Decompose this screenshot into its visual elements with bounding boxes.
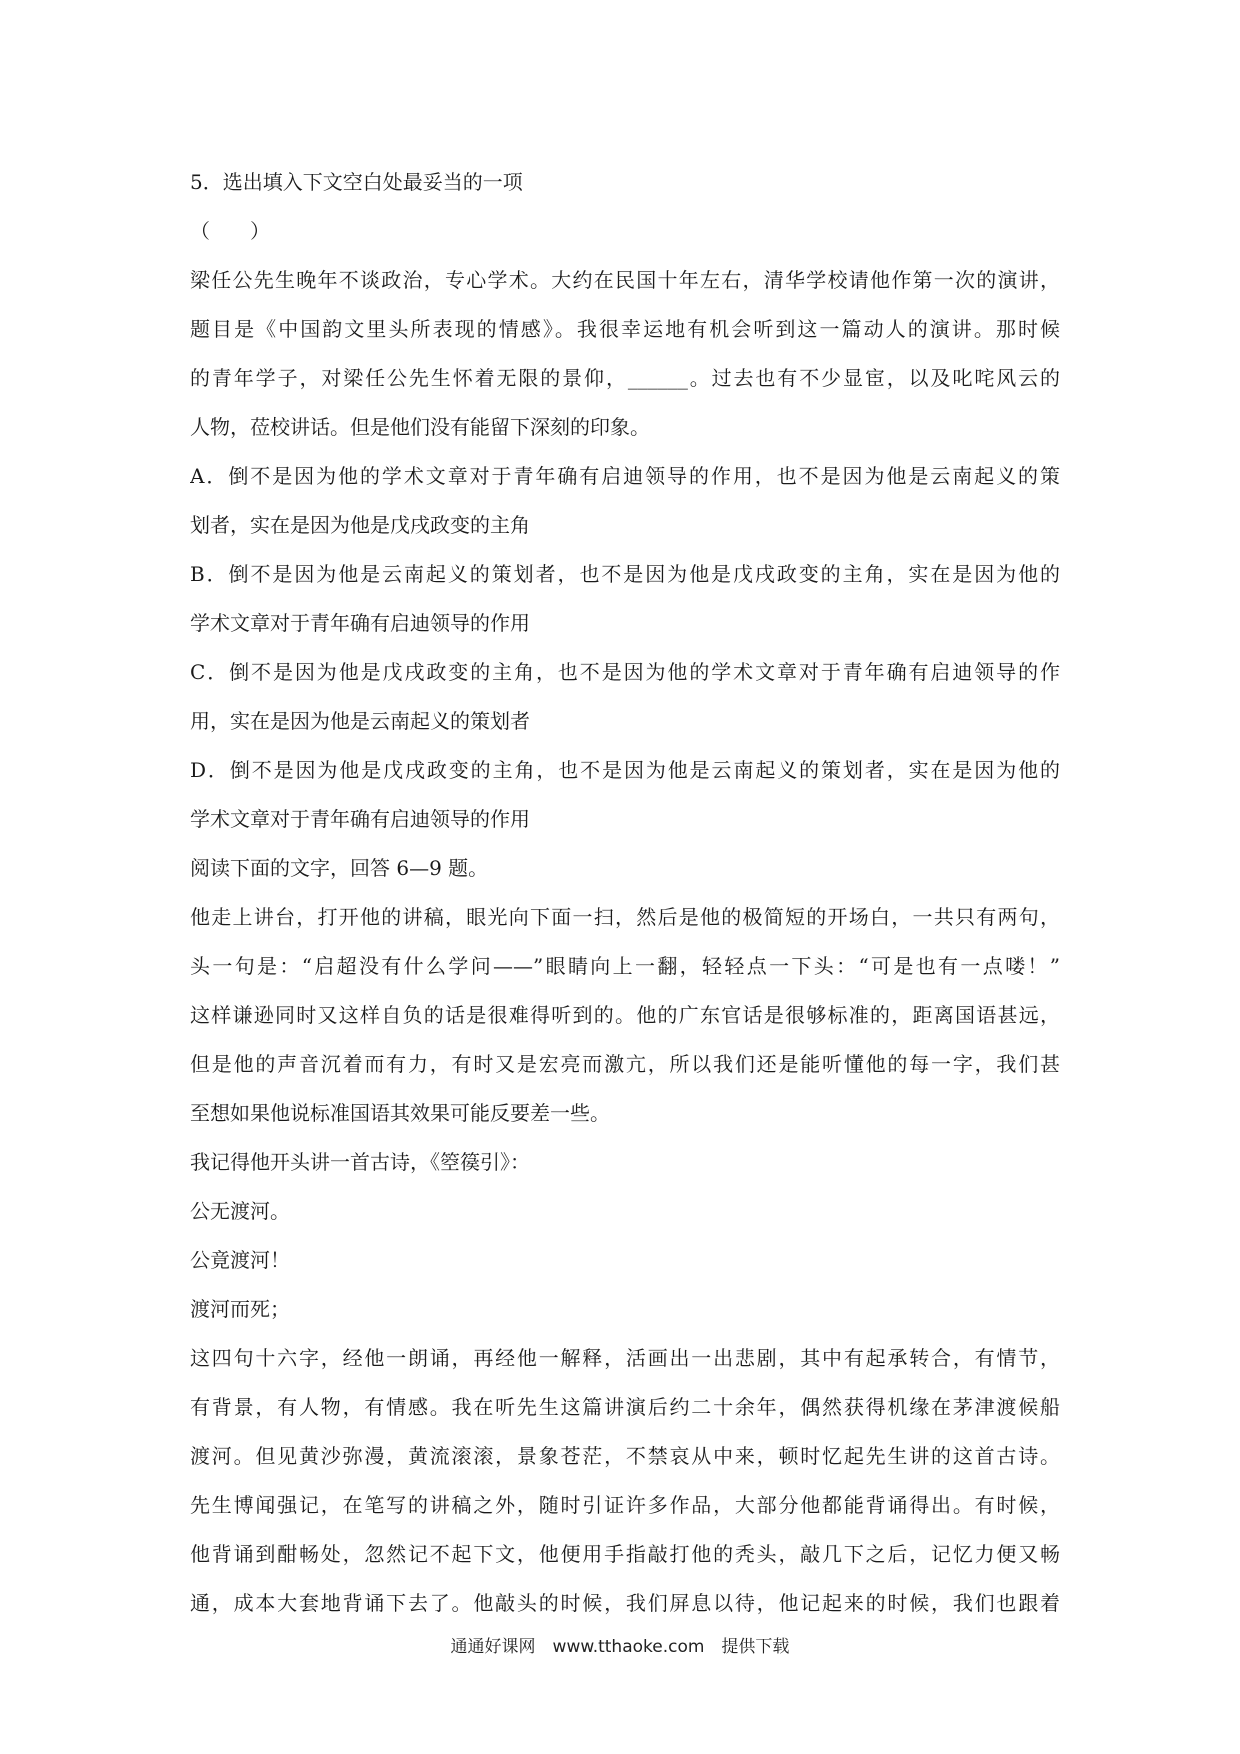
page-content [190,158,1060,1628]
option-a: A．倒不是因为他的学术文章对于青年确有启迪领导的作用，也不是因为他是云南起义的策 [190,464,1060,488]
poem-intro: 我记得他开头讲一首古诗，《箜篌引》： [190,1150,530,1174]
paragraph1-line: 头一句是：“启超没有什么学问——”眼睛向上一翻，轻轻点一下头：“可是也有一点喽！” [190,954,1060,978]
paragraph2-line: 通，成本大套地背诵下去了。他敲头的时候，我们屏息以待，他记起来的时候，我们也跟着 [190,1591,1060,1615]
option-b-cont: 学术文章对于青年确有启迪领导的作用 [190,611,530,635]
paragraph1-line: 但是他的声音沉着而有力，有时又是宏亮而激亢，所以我们还是能听懂他的每一字，我们甚 [190,1052,1060,1076]
passage-line: 梁任公先生晚年不谈政治，专心学术。大约在民国十年左右，清华学校请他作第一次的演讲， [190,268,1060,292]
option-b: B．倒不是因为他是云南起义的策划者，也不是因为他是戊戌政变的主角，实在是因为他的 [190,562,1060,586]
passage-line: 的青年学子，对梁任公先生怀着无限的景仰，______。过去也有不少显宦，以及叱咤风云的 [190,366,1060,390]
option-c: C．倒不是因为他是戊戌政变的主角，也不是因为他的学术文章对于青年确有启迪领导的作 [190,660,1060,684]
passage-line: 人物，莅校讲话。但是他们没有能留下深刻的印象。 [190,415,650,439]
poem-line: 公竟渡河！ [190,1248,290,1272]
option-d: D．倒不是因为他是戊戌政变的主角，也不是因为他是云南起义的策划者，实在是因为他的 [190,758,1060,782]
paragraph2-line: 他背诵到酣畅处，忽然记不起下文，他便用手指敲打他的秃头，敲几下之后，记忆力便又畅 [190,1542,1060,1566]
answer-bracket: （ ） [190,219,270,243]
reading-instruction: 阅读下面的文字，回答 6—9 题。 [190,856,489,880]
option-a-cont: 划者，实在是因为他是戊戌政变的主角 [190,513,530,537]
page-footer: 通通好课网 www.tthaoke.com 提供下载 [450,1637,790,1657]
poem-line: 渡河而死； [190,1297,290,1321]
paragraph2-line: 有背景，有人物，有情感。我在听先生这篇讲演后约二十余年，偶然获得机缘在茅津渡候船 [190,1395,1060,1419]
passage-line: 题目是《中国韵文里头所表现的情感》。我很幸运地有机会听到这一篇动人的演讲。那时候 [190,317,1060,341]
paragraph2-line: 先生博闻强记，在笔写的讲稿之外，随时引证许多作品，大部分他都能背诵得出。有时候， [190,1493,1060,1517]
paragraph1-line: 他走上讲台，打开他的讲稿，眼光向下面一扫，然后是他的极简短的开场白，一共只有两句， [190,905,1060,929]
paragraph1-line: 这样谦逊同时又这样自负的话是很难得听到的。他的广东官话是很够标准的，距离国语甚远， [190,1003,1060,1027]
paragraph1-line: 至想如果他说标准国语其效果可能反要差一些。 [190,1101,610,1125]
option-c-cont: 用，实在是因为他是云南起义的策划者 [190,709,530,733]
option-d-cont: 学术文章对于青年确有启迪领导的作用 [190,807,530,831]
paragraph2-line: 渡河。但见黄沙弥漫，黄流滚滚，景象苍茫，不禁哀从中来，顿时忆起先生讲的这首古诗。 [190,1444,1060,1468]
question-5-title: 5．选出填入下文空白处最妥当的一项 [190,170,523,194]
paragraph2-line: 这四句十六字，经他一朗诵，再经他一解释，活画出一出悲剧，其中有起承转合，有情节， [190,1346,1060,1370]
poem-line: 公无渡河。 [190,1199,290,1223]
